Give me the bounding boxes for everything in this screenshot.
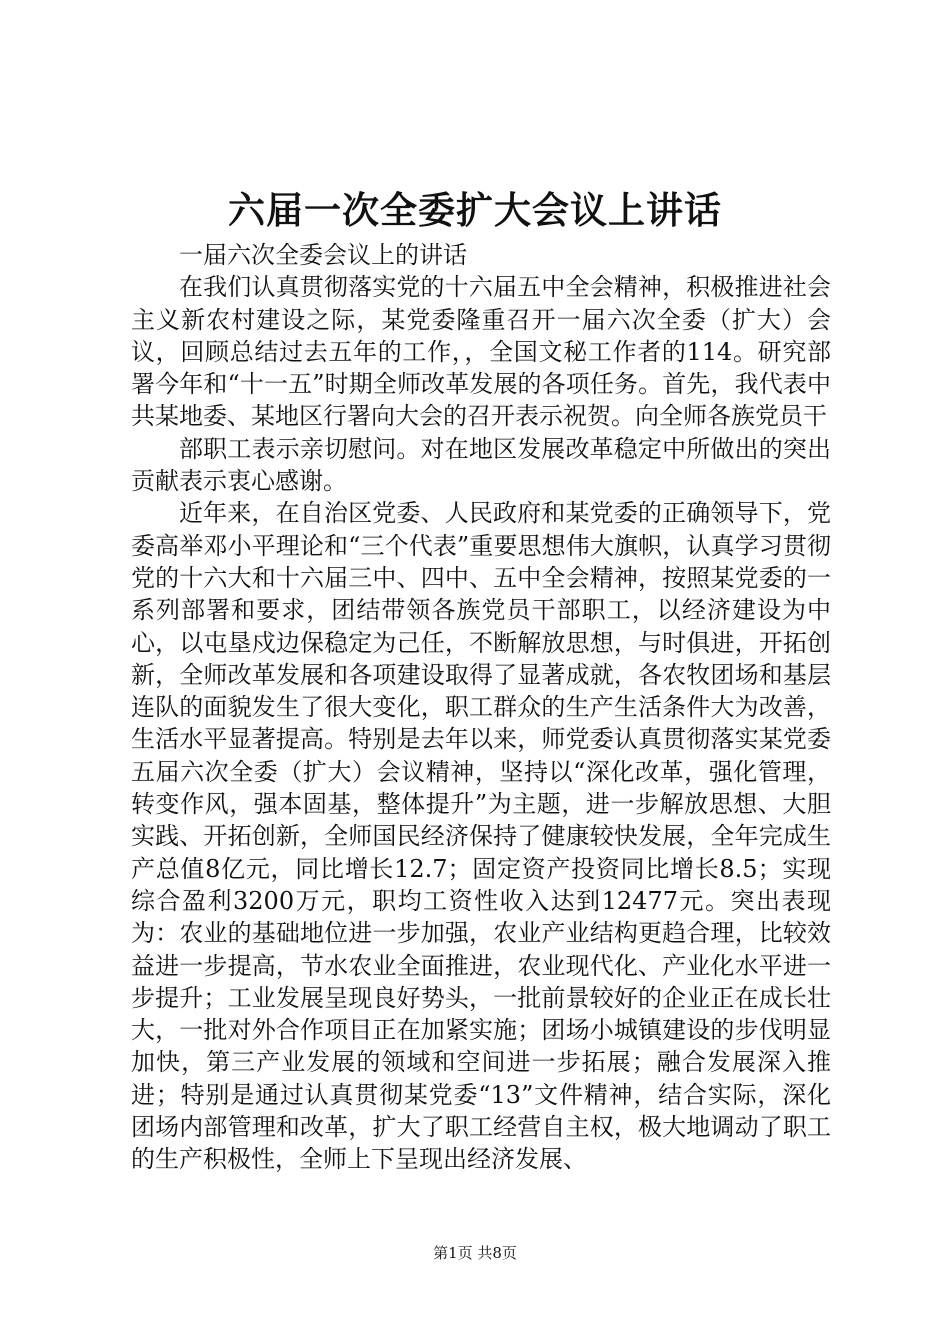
document-body — [131, 239, 831, 1176]
document-title: 六届一次全委扩大会议上讲话 — [228, 188, 722, 232]
body-paragraph-1: 在我们认真贯彻落实党的十六届五中全会精神，积极推进社会主义新农村建设之际，某党委隆重召开一届六次全委（扩大）会议，回顾总结过去五年的工作，，全国文秘工作者的114。研究部署今年和“十一五”时期全师改革发展的各项任务。首先，我代表中共某地委、某地区行署向大会的召开表示祝贺。向全师各族党员干 — [131, 273, 831, 431]
body-paragraph-3: 近年来，在自治区党委、人民政府和某党委的正确领导下，党委高举邓小平理论和“三个代表”重要思想伟大旗帜，认真学习贯彻党的十六大和十六届三中、四中、五中全会精神，按照某党委的一系列部署和要求，团结带领各族党员干部职工，以经济建设为中心，以屯垦戍边保稳定为己任，不断解放思想，与时俱进，开拓创新，全师改革发展和各项建设取得了显著成就，各农牧团场和基层连队的面貌发生了很大变化，职工群众的生产生活条件大为改善，生活水平显著提高。特别是去年以来，师党委认真贯彻落实某党委五届六次全委（扩大）会议精神，坚持以“深化改革，强化管理，转变作风，强本固基，整体提升”为主题，进一步解放思想、大胆实践、开拓创新，全师国民经济保持了健康较快发展，全年完成生产总值8亿元，同比增长12.7；固定资产投资同比增长8.5；实现综合盈利3200万元，职均工资性收入达到12477元。突出表现为：农业的基础地位进一步加强，农业产业结构更趋合理，比较效益进一步提高，节水农业全面推进，农业现代化、产业化水平进一步提升；工业发展呈现良好势头，一批前景较好的企业正在成长壮大，一批对外合作项目正在加紧实施；团场小城镇建设的步伐明显加快，第三产业发展的领域和空间进一步拓展；融合发展深入推进；特别是通过认真贯彻某党委“13”文件精神，结合实际，深化团场内部管理和改革，扩大了职工经营自主权，极大地调动了职工的生产积极性，全师上下呈现出经济发展、 — [131, 499, 831, 1174]
subtitle-paragraph: 一届六次全委会议上的讲话 — [179, 241, 467, 269]
body-paragraph-2: 部职工表示亲切慰问。对在地区发展改革稳定中所做出的突出贡献表示衷心感谢。 — [131, 434, 831, 496]
page-footer: 第1页 共8页 — [433, 1244, 517, 1262]
